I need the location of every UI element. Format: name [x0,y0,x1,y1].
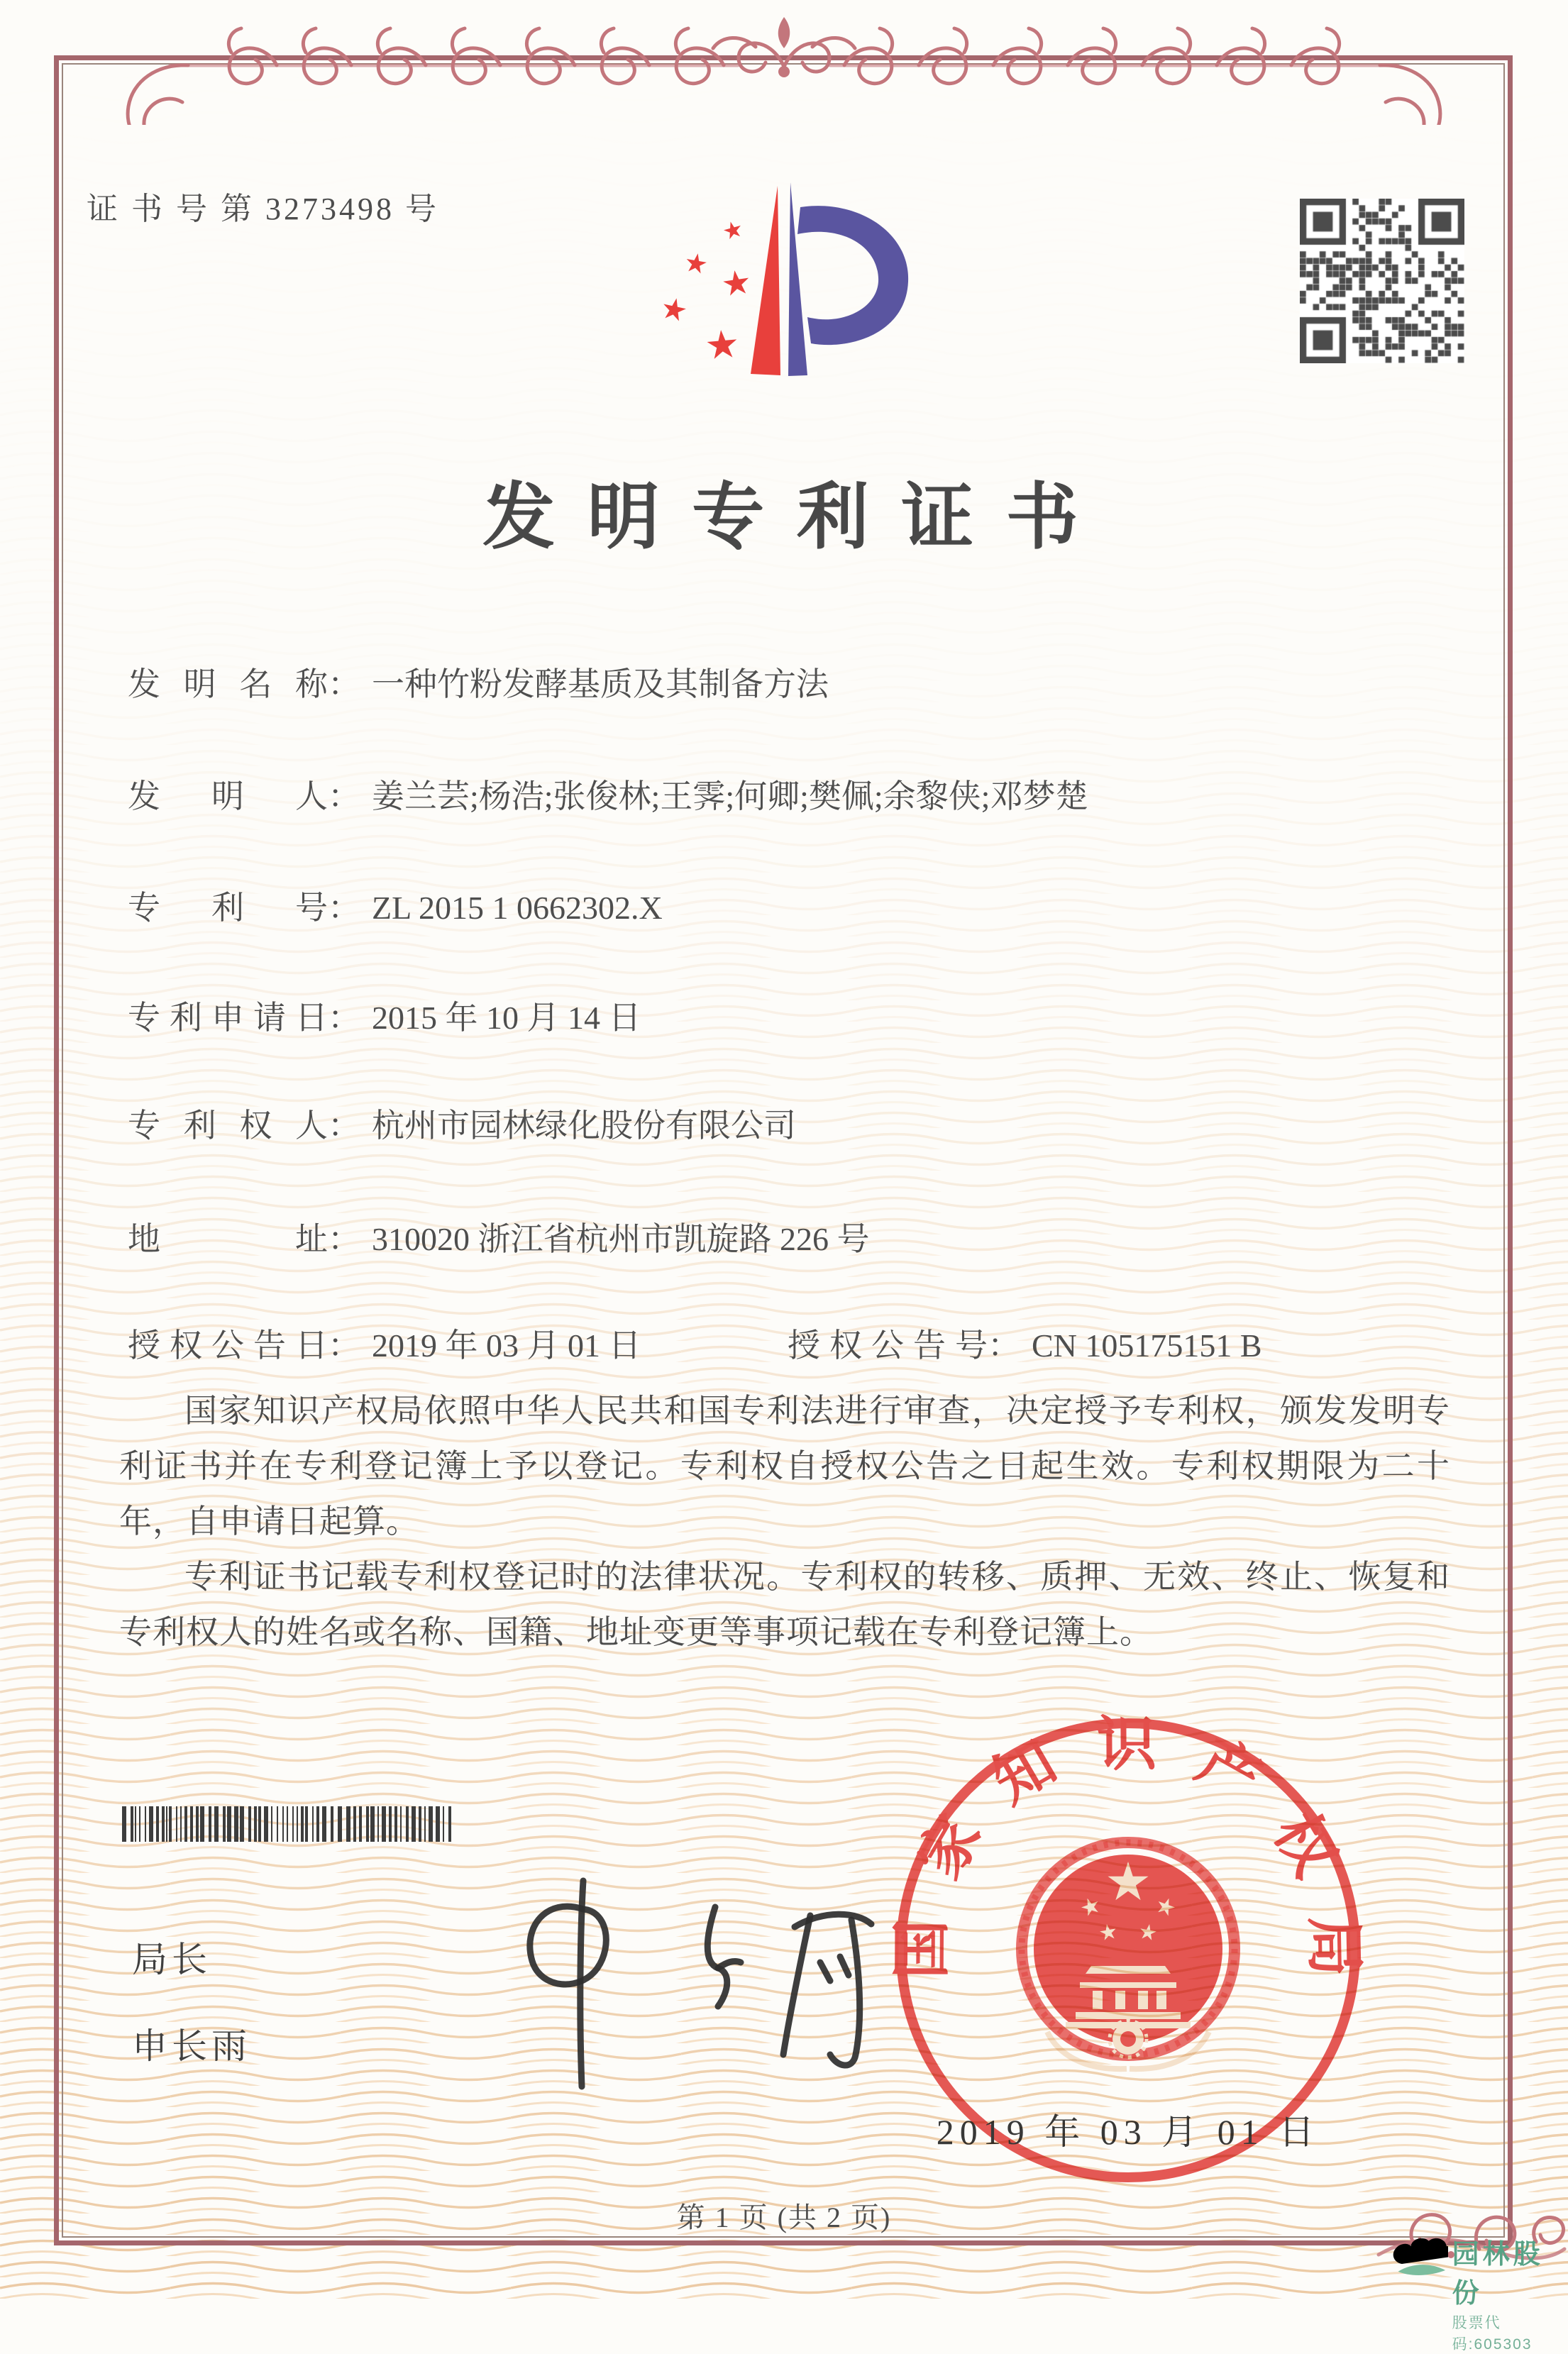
field-colon: ： [988,1327,1020,1364]
certificate-number: 证 书 号 第 3273498 号 [87,192,439,226]
barcode [122,1806,457,1842]
field-grant-row [128,1320,1262,1366]
watermark-company: 园林股份 [1452,2240,1544,2309]
field-address [128,1213,870,1260]
field-label: 发明人 [128,778,328,814]
field-value: 310020 浙江省杭州市凯旋路 226 号 [372,1221,870,1257]
dragon-ornament-top [64,4,1504,125]
seal-date: 2019 年 03 月 01 日 [936,2112,1320,2152]
field-label: 授权公告日 [128,1327,328,1364]
field-colon: ： [328,1221,360,1257]
field-label: 发明名称 [128,666,328,702]
legal-notice [119,1383,1450,1660]
field-filing-date [128,992,641,1039]
field-colon: ： [328,1107,360,1144]
cloud-leaf-icon [1389,2232,1448,2283]
director-signature [397,1842,880,2111]
field-value: CN 105175151 B [1032,1327,1262,1364]
seal-agency-text: 国家知识产权局 [889,1711,1367,1979]
field-invention-name [128,658,829,705]
certificate-title: 发 明 专 利 证 书 [482,478,1086,558]
field-inventors [128,770,1088,817]
field-colon: ： [328,666,360,702]
field-patent-number [128,882,663,929]
field-value: 2015 年 10 月 14 日 [372,1000,641,1036]
field-label: 授权公告号 [788,1327,988,1364]
field-value: 姜兰芸;杨浩;张俊林;王霁;何卿;樊佩;余黎侠;邓梦楚 [372,778,1088,814]
page-indicator: 第 1 页 (共 2 页) [676,2201,892,2233]
field-colon: ： [328,1327,360,1364]
field-patentee [128,1100,796,1146]
field-colon: ： [328,778,360,814]
field-label: 专利权人 [128,1107,328,1144]
field-grant-number [788,1320,1262,1366]
notice-paragraph-2: 专利证书记载专利权登记时的法律状况。专利权的转移、质押、无效、终止、恢复和专利权人的姓名或名称、国籍、地址变更等事项记载在专利登记簿上。 [119,1559,1450,1650]
notice-paragraph-1: 国家知识产权局依照中华人民共和国专利法进行审查，决定授予专利权，颁发发明专利证书并在专利登记簿上予以登记。专利权自授权公告之日起生效。专利权期限为二十年，自申请日起算。 [119,1393,1450,1540]
field-grant-date [128,1327,641,1364]
field-value: 一种竹粉发酵基质及其制备方法 [372,666,829,702]
field-label: 专利号 [128,890,328,926]
field-value: 2019 年 03 月 01 日 [372,1327,641,1364]
field-value: ZL 2015 1 0662302.X [372,890,663,926]
field-label: 地址 [128,1221,328,1257]
official-seal [880,1704,1376,2201]
field-colon: ： [328,890,360,926]
company-watermark [1389,2232,1568,2354]
qr-code [1300,199,1464,363]
cnipa-logo [658,165,928,399]
field-value: 杭州市园林绿化股份有限公司 [372,1107,796,1144]
officer-title: 局长 [132,1940,211,1979]
field-colon: ： [328,1000,360,1036]
watermark-text [1452,2232,1568,2354]
watermark-stock-code: 股票代码:605303 [1452,2315,1533,2353]
national-emblem [1022,1842,1235,2069]
field-label: 专利申请日 [128,1000,328,1036]
officer-name: 申长雨 [132,2026,251,2066]
